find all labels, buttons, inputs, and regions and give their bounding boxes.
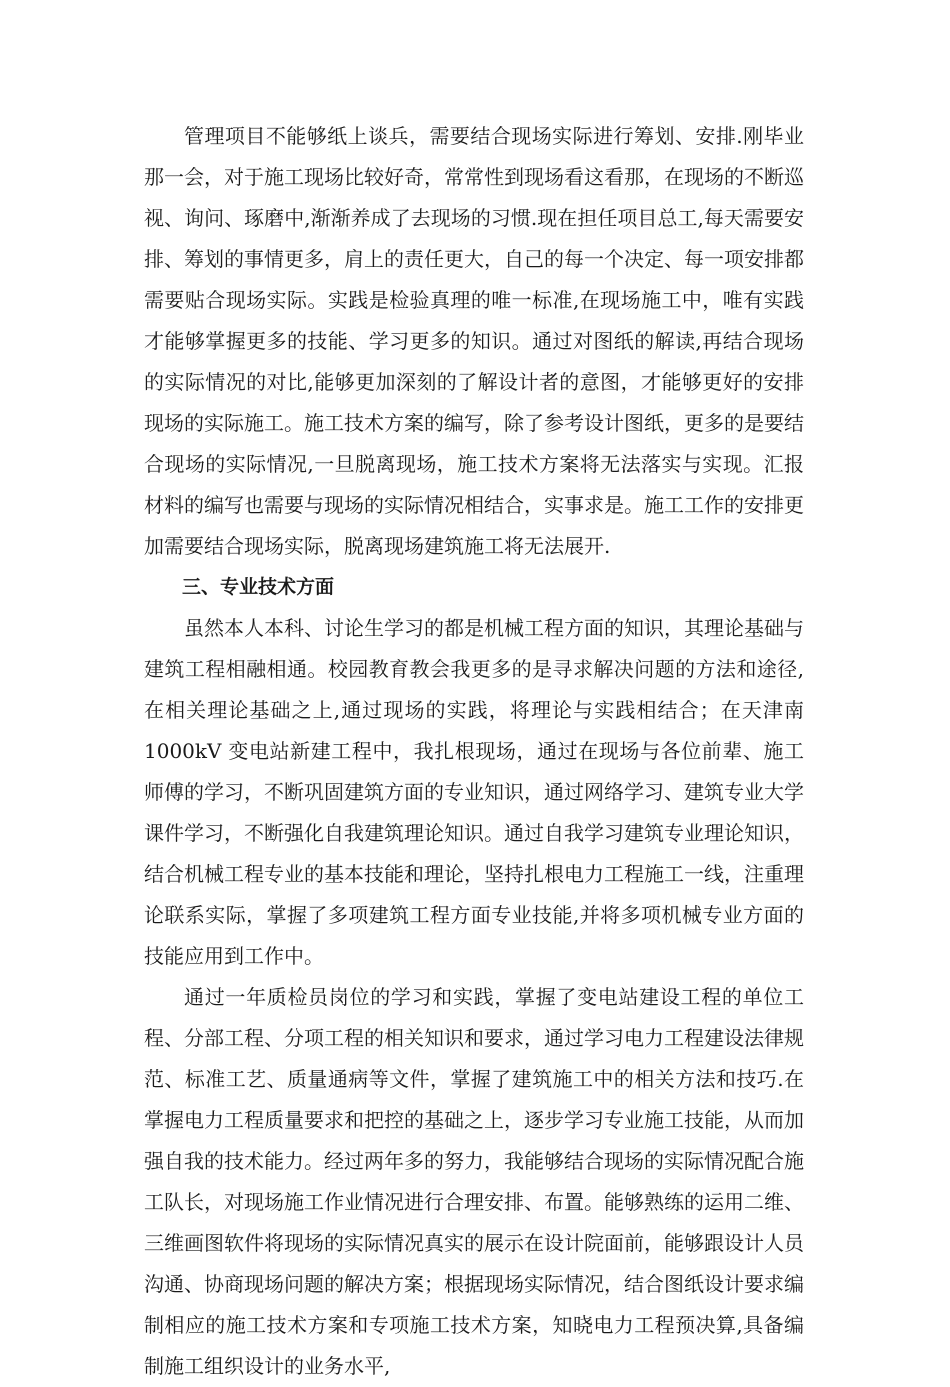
document-body (144, 116, 804, 1387)
paragraph-professional-knowledge: 虽然本人本科、讨论生学习的都是机械工程方面的知识，其理论基础与建筑工程相融相通。校园教育教会我更多的是寻求解决问题的方法和途径,在相关理论基础之上,通过现场的实践，将理论与实践相结合；在天津南 1000kV 变电站新建工程中，我扎根现场，通过在现场与各位前辈、施工师傅的学习，不断巩固建筑方面的专业知识，通过网络学习、建筑专业大学课件学习，不断强化自我建筑理论知识。通过自我学习建筑专业理论知识，结合机械工程专业的基本技能和理论，坚持扎根电力工程施工一线，注重理论联系实际，掌握了多项建筑工程方面专业技能,并将多项机械专业方面的技能应用到工作中。 (144, 616, 804, 968)
paragraph-quality-inspection: 通过一年质检员岗位的学习和实践，掌握了变电站建设工程的单位工程、分部工程、分项工程的相关知识和要求，通过学习电力工程建设法律规范、标准工艺、质量通病等文件，掌握了建筑施工中的相关方法和技巧.在掌握电力工程质量要求和把控的基础之上，逐步学习专业施工技能，从而加强自我的技术能力。经过两年多的努力，我能够结合现场的实际情况配合施工队长，对现场施工作业情况进行合理安排、布置。能够熟练的运用二维、三维画图软件将现场的实际情况真实的展示在设计院面前，能够跟设计人员沟通、协商现场问题的解决方案；根据现场实际情况，结合图纸设计要求编制相应的施工技术方案和专项施工技术方案，知晓电力工程预决算,具备编制施工组织设计的业务水平, (144, 985, 804, 1378)
section-heading-professional-technology: 三、专业技术方面 (182, 576, 335, 598)
paragraph-site-practice: 管理项目不能够纸上谈兵，需要结合现场实际进行筹划、安排.刚毕业那一会，对于施工现场比较好奇，常常性到现场看这看那，在现场的不断巡视、询问、琢磨中,渐渐养成了去现场的习惯.现在担任项目总工,每天需要安排、筹划的事情更多，肩上的责任更大，自己的每一个决定、每一项安排都需要贴合现场实际。实践是检验真理的唯一标准,在现场施工中，唯有实践才能够掌握更多的技能、学习更多的知识。通过对图纸的解读,再结合现场的实际情况的对比,能够更加深刻的了解设计者的意图，才能够更好的安排现场的实际施工。施工技术方案的编写，除了参考设计图纸，更多的是要结合现场的实际情况,一旦脱离现场，施工技术方案将无法落实与实现。汇报材料的编写也需要与现场的实际情况相结合，实事求是。施工工作的安排更加需要结合现场实际，脱离现场建筑施工将无法展开. (144, 124, 804, 558)
